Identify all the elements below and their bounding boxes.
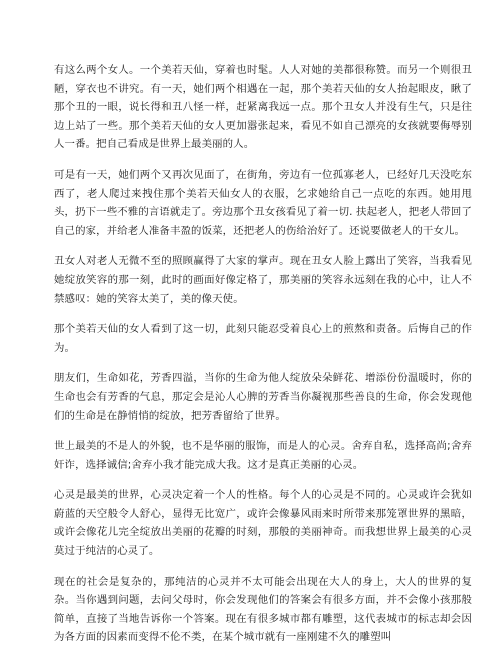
paragraph-2: 可是有一天，她们两个又再次见面了，在街角，旁边有一位孤寡老人，已经好几天没吃东西了，老人爬过来拽住那个美若天仙女人的衣服，乞求她给自己一点吃的东西。她用甩头，扔下一些不雅的言语就走了。旁边那个丑女孩看见了着一切. 扶起老人，把老人带回了自己的家，并给老人准备丰盈的饭菜，还把老人的伤给治好了。还说要做老人的干女儿。 xyxy=(54,168,472,237)
paragraph-7: 心灵是最美的世界，心灵决定着一个人的性格。每个人的心灵是不同的。心灵或许会犹如蔚蓝的天空般令人舒心，显得无比宽广，或许会像暴风雨来时所带来那笼罩世界的黑暗，或许会像花儿完全绽放出美丽的花瓣的时刻，那般的美丽神奇。而我想世界上最美的心灵莫过于纯洁的心灵了。 xyxy=(54,489,472,558)
paragraph-8: 现在的社会是复杂的，那纯洁的心灵并不太可能会出现在大人的身上，大人的世界的复杂。当你遇到问题，去问父母时，你会发现他们的答案会有很多方面，并不会像小孩那般简单，直接了当地告诉你一个答案。现在有很多城市都有雕塑，这代表城市的标志却会因为各方面的因素而变得不伦不类，在某个城市就有一座刚建不久的雕塑叫 xyxy=(54,575,472,644)
paragraph-6: 世上最美的不是人的外貌，也不是华丽的服饰，而是人的心灵。舍弃自私，选择高尚;舍弃奸诈，选择诚信;舍弃小我才能完成大我。这才是真正美丽的心灵。 xyxy=(54,440,472,471)
paragraph-3: 丑女人对老人无微不至的照顾赢得了大家的掌声。现在丑女人脸上露出了笑容，当我看见她绽放笑容的那一刻，此时的画面好像定格了，那美丽的笑容永远刻在我的心中，让人不禁感叹：她的笑容太美了，美的像天使。 xyxy=(54,255,472,305)
paragraph-4: 那个美若天仙的女人看到了这一切，此刻只能忍受着良心上的煎熬和责备。后悔自己的作为。 xyxy=(54,323,472,354)
paragraph-1: 有这么两个女人。一个美若天仙，穿着也时髦。人人对她的美都很称赞。而另一个则很丑陋，穿衣也不讲究。有一天，她们两个相遇在一起，那个美若天仙的女人抬起眼皮，瞅了那个丑的一眼，说长得和丑八怪一样，赶紧离我远一点。那个丑女人并没有生气，只是往边上站了一些。那个美若天仙的女人更加嚣张起来，看见不如自己漂亮的女孩就要侮辱别人一番。把自己看成是世界上最美丽的人。 xyxy=(54,64,472,151)
paragraph-5: 朋友们，生命如花，芳香四溢，当你的生命为他人绽放朵朵鲜花、增添份份温暖时，你的生命也会有芳香的气息，那定会是沁人心脾的芳香当你凝视那些善良的生命，你会发现他们的生命是在静悄悄的绽放，把芳香留给了世界。 xyxy=(54,372,472,422)
